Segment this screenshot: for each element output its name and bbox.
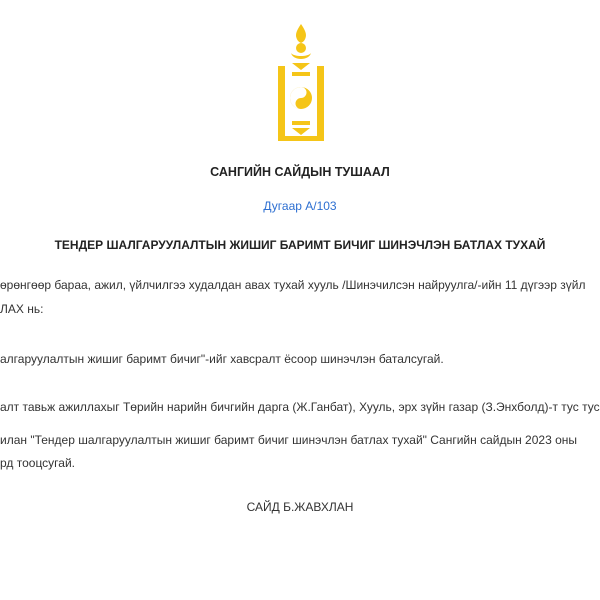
- soyombo-emblem-icon: [272, 24, 330, 142]
- order-subject: ТЕНДЕР ШАЛГАРУУЛАЛТЫН ЖИШИГ БАРИМТ БИЧИГ ШИНЭЧЛЭН БАТЛАХ ТУХАЙ: [54, 238, 546, 252]
- paragraph-line: илан "Тендер шалгаруулалтын жишиг баримт бичиг шинэчлэн батлах тухай" Сангийн сайдын 2023 оны: [0, 433, 578, 447]
- order-number: Дугаар А/103: [263, 199, 337, 213]
- paragraph-line: алт тавьж ажиллахыг Төрийн нарийн бичгийн дарга (Ж.Ганбат), Хууль, эрх зүйн газар (З.Энхболд)-т тус тус: [0, 400, 600, 414]
- signature-line: САЙД Б.ЖАВХЛАН: [246, 500, 354, 514]
- paragraph-line: өрөнгөөр бараа, ажил, үйлчилгээ худалдан авах тухай хууль /Шинэчилсэн найруулга/-ийн 11 дүгээр зүйл: [0, 278, 586, 292]
- paragraph-line: ЛАХ нь:: [0, 302, 44, 316]
- paragraph-line: рд тооцсугай.: [0, 456, 76, 470]
- document-title: САНГИЙН САЙДЫН ТУШААЛ: [210, 165, 390, 179]
- paragraph-line: алгаруулалтын жишиг баримт бичиг"-ийг хавсралт ёсоор шинэчлэн баталсугай.: [0, 352, 444, 366]
